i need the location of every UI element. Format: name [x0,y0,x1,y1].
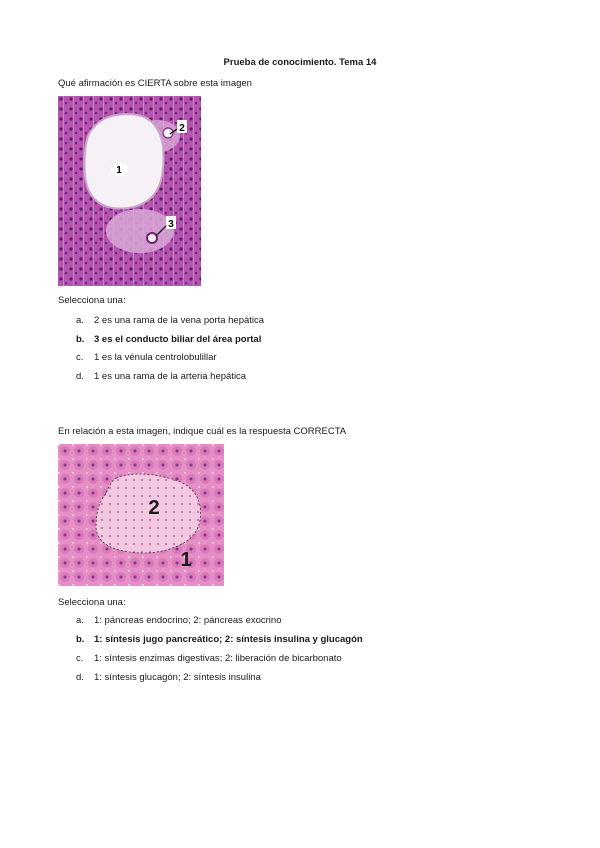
option-text: 1 es la vénula centrolobulillar [94,352,217,363]
q1-option-d[interactable] [76,371,246,382]
liver-histology-image [58,96,201,286]
option-text: 1 es una rama de la arteria hepática [94,371,247,382]
select-label-1: Selecciona una: [58,295,126,306]
liver-label-2: 2 [179,123,185,134]
option-text: 2 es una rama de la vena porta hepática [94,315,265,326]
question-2-text: En relación a esta imagen, indique cuál es la respuesta CORRECTA [58,426,347,437]
option-text: 1: síntesis enzimas digestivas; 2: liberación de bicarbonato [94,653,342,664]
option-letter: b. [76,634,85,645]
q2-option-d[interactable] [76,672,261,683]
option-letter: a. [76,615,84,626]
pancreas-label-1: 1 [180,549,192,571]
select-label-2: Selecciona una: [58,597,126,608]
liver-label-1: 1 [116,165,122,176]
q1-option-b[interactable] [76,334,261,345]
option-text: 1: páncreas endocrino; 2: páncreas exocrino [94,615,282,626]
option-letter: a. [76,315,84,326]
option-text: 3 es el conducto biliar del área portal [94,334,262,345]
option-letter: c. [76,352,84,363]
pancreas-label-2: 2 [148,497,160,519]
option-text: 1: síntesis glucagón; 2: síntesis insulina [94,672,261,683]
option-text: 1: síntesis jugo pancreático; 2: síntesis insulina y glucagón [94,634,363,645]
option-letter: d. [76,371,84,382]
q2-option-a[interactable] [76,615,281,626]
pancreas-histology-image [58,444,224,586]
page-title: Prueba de conocimiento. Tema 14 [223,57,377,68]
q2-option-c[interactable] [76,653,342,664]
liver-label-3: 3 [168,219,174,230]
q1-option-c[interactable] [76,352,217,363]
option-letter: c. [76,653,84,664]
q2-option-b[interactable] [76,634,363,645]
question-1-text: Qué afirmación es CIERTA sobre esta imagen [58,78,252,89]
q1-option-a[interactable] [76,315,264,326]
option-letter: d. [76,672,84,683]
option-letter: b. [76,334,85,345]
